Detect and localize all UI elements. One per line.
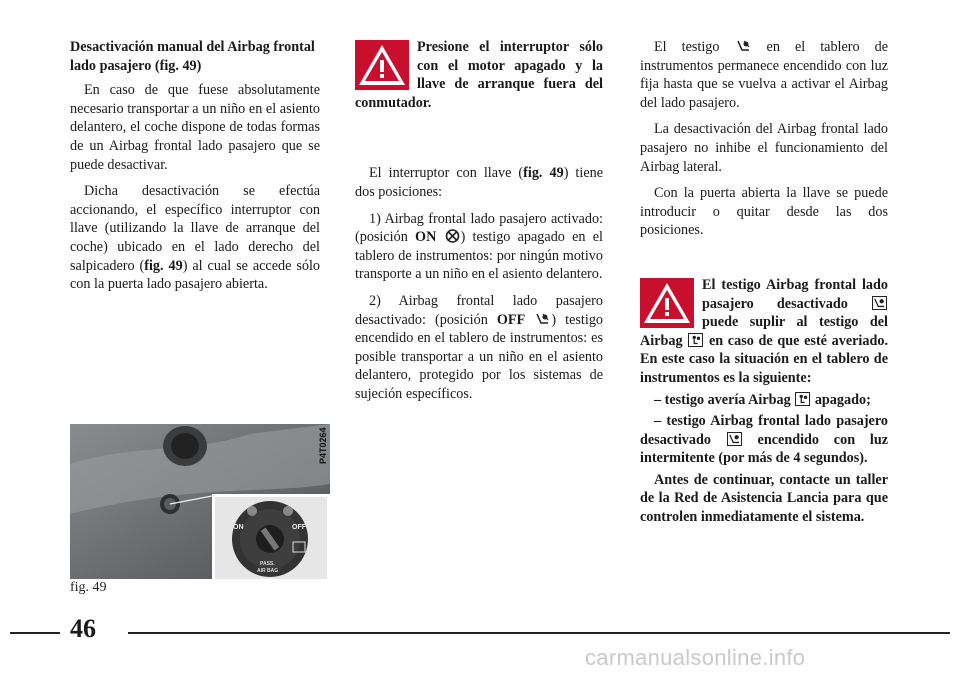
column-right <box>640 38 888 530</box>
page-number: 46 <box>70 614 96 643</box>
figure-code: P4T0264 <box>318 427 328 464</box>
warning-note <box>640 276 888 527</box>
paragraph: El testigo en el tablero de instrumentos permanece encendido con luz fija hasta que se vuelva a activar el Airbag del lado pasajero. <box>640 39 889 111</box>
footer-rule-left <box>10 632 60 634</box>
fig-ref: fig. 49 <box>144 257 183 274</box>
figure-dashboard-switch <box>70 424 330 579</box>
column-middle <box>355 38 603 412</box>
column-left <box>70 38 320 302</box>
airbag-off-icon <box>535 312 550 326</box>
airbag-fault-icon <box>795 392 810 406</box>
warning-text: – testigo Airbag frontal lado pasajero desactivado encendido con luz intermitente (por más de 4 segundos). <box>640 413 889 467</box>
warning-note <box>355 38 603 120</box>
paragraph: Dicha desactivación se efectúa accionando, el específico interruptor con llave (utilizando la llave de arranque del coche) ubicado en el lado derecho del salpicadero (fig. 49) al cual se accede sólo con la puerta lado pasajero abierta. <box>70 183 320 293</box>
fig-ref: fig. 49 <box>159 57 197 74</box>
footer-rule-right <box>128 632 950 634</box>
switch-label-pass: PASS. <box>260 561 275 567</box>
switch-label-on: ON <box>233 524 244 531</box>
warning-triangle-icon <box>355 40 409 90</box>
airbag-on-icon <box>445 229 460 243</box>
paragraph: La desactivación del Airbag frontal lado pasajero no inhibe el funcionamiento del Airbag lateral. <box>640 121 888 175</box>
switch-label-off: OFF <box>292 524 306 531</box>
warning-text: – testigo avería Airbag apagado; <box>654 391 871 408</box>
warning-text: El testigo Airbag frontal lado pasajero desactivado puede suplir al testigo del Airbag en caso de que esté averiado. En este caso la situación en el tablero de instrumentos es la siguiente: <box>640 276 888 386</box>
paragraph: El interruptor con llave (fig. 49) tiene dos posiciones: <box>355 165 604 200</box>
paragraph: En caso de que fuese absolutamente necesario transportar a un niño en el asiento delantero, el coche dispone de todas formas de un Airbag frontal lado pasajero que se puede desactivar. <box>70 82 320 173</box>
warning-text: Antes de continuar, contacte un taller de la Red de Asistencia Lancia para que controlen inmediatamente el sistema. <box>640 471 888 526</box>
airbag-off-icon <box>727 432 742 446</box>
airbag-off-icon <box>872 296 887 310</box>
switch-label-airbag: AIR BAG <box>257 568 279 574</box>
warning-triangle-icon <box>640 278 694 328</box>
figure-caption: fig. 49 <box>70 580 107 595</box>
airbag-off-icon <box>736 39 751 53</box>
paragraph: Con la puerta abierta la llave se puede introducir o quitar desde las dos posiciones. <box>640 185 888 239</box>
paragraph: 2) Airbag frontal lado pasajero desactivado: (posición OFF ) testigo encendido en el tablero de instrumentos: es posible transportar a un niño en el asiento delantero, protegido por los sistemas de sujeción específicos. <box>355 292 604 402</box>
fig-ref: fig. 49 <box>523 165 564 182</box>
warning-text: Presione el interruptor sólo con el motor apagado y la llave de arranque fuera del conmutador. <box>355 39 603 111</box>
airbag-fault-icon <box>688 333 703 347</box>
paragraph: 1) Airbag frontal lado pasajero activado: (posición ON ) testigo apagado en el tablero de instrumentos: por ningún motivo transporte a un niño en el asiento delantero. <box>355 210 603 283</box>
watermark: carmanualsonline.info <box>585 645 806 670</box>
section-heading: Desactivación manual del Airbag frontal lado pasajero (fig. 49) <box>70 39 315 74</box>
